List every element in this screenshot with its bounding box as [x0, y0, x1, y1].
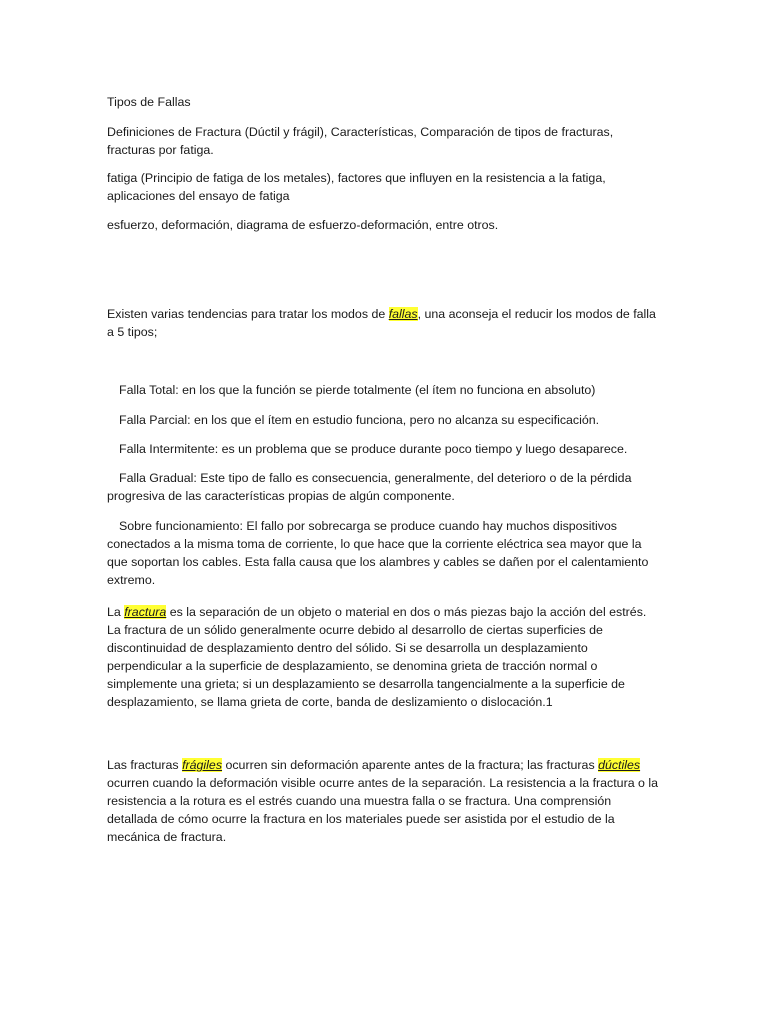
paragraph-fractura: [107, 603, 662, 711]
text-segment: La: [107, 605, 125, 619]
paragraph-definitions: Definiciones de Fractura (Dúctil y frágil), Características, Comparación de tipos de fracturas, fracturas por fatiga.: [107, 125, 614, 157]
list-item-falla-gradual: Falla Gradual: Este tipo de fallo es consecuencia, generalmente, del deterioro o de la pérdida progresiva de las características propias de algún componente.: [107, 471, 632, 503]
link-ductiles[interactable]: dúctiles: [598, 758, 641, 772]
text-segment: Existen varias tendencias para tratar los modos de: [107, 307, 389, 321]
text-segment: , una aconseja el reducir los modos de falla a 5 tipos;: [107, 307, 656, 339]
link-fragiles[interactable]: frágiles: [182, 758, 223, 772]
text-segment: ocurren sin deformación aparente antes de la fractura; las fracturas: [222, 758, 599, 772]
text-segment: ocurren cuando la deformación visible ocurre antes de la separación. La resistencia a la fractura o la resistencia a la rotura es el estrés cuando una muestra falla o se fractura. Una comprensión detallada de cómo ocurre la fractura en los materiales puede ser asistida por el estudio de la mecánica de fractura.: [107, 776, 659, 844]
list-item-falla-parcial: Falla Parcial: en los que el ítem en estudio funciona, pero no alcanza su especificación.: [119, 413, 600, 427]
link-fractura[interactable]: fractura: [124, 605, 167, 619]
text-segment: Las fracturas: [107, 758, 183, 772]
list-item-falla-total: Falla Total: en los que la función se pierde totalmente (el ítem no funciona en absoluto): [119, 383, 596, 397]
paragraph-esfuerzo: esfuerzo, deformación, diagrama de esfuerzo-deformación, entre otros.: [107, 218, 499, 232]
list-item-falla-intermitente: Falla Intermitente: es un problema que se produce durante poco tiempo y luego desaparece.: [119, 442, 628, 456]
paragraph-fracturas: [107, 756, 662, 846]
doc-title: Tipos de Fallas: [107, 95, 191, 109]
paragraph-fatiga: fatiga (Principio de fatiga de los metales), factores que influyen en la resistencia a la fatiga, aplicaciones del ensayo de fatiga: [107, 171, 606, 203]
list-item-sobre-funcionamiento: Sobre funcionamiento: El fallo por sobrecarga se produce cuando hay muchos dispositivos conectados a la misma toma de corriente, lo que hace que la corriente eléctrica sea mayor que la que soportan los cables. Esta falla causa que los alambres y cables se dañen por el calentamiento extremo.: [107, 519, 649, 587]
text-segment: es la separación de un objeto o material en dos o más piezas bajo la acción del estrés. La fractura de un sólido generalmente ocurre debido al desarrollo de ciertas superficies de discontinuidad de desplazamiento dentro del sólido. Si se desarrolla un desplazamiento perpendicular a la superficie de desplazamiento, se denomina grieta de tracción normal o simplemente una grieta; si un desplazamiento se desarrolla tangencialmente a la superficie de desplazamiento, se llama grieta de corte, banda de deslizamiento o dislocación.1: [107, 605, 647, 709]
paragraph-tendencias: [107, 305, 662, 341]
link-fallas[interactable]: fallas: [388, 307, 418, 321]
